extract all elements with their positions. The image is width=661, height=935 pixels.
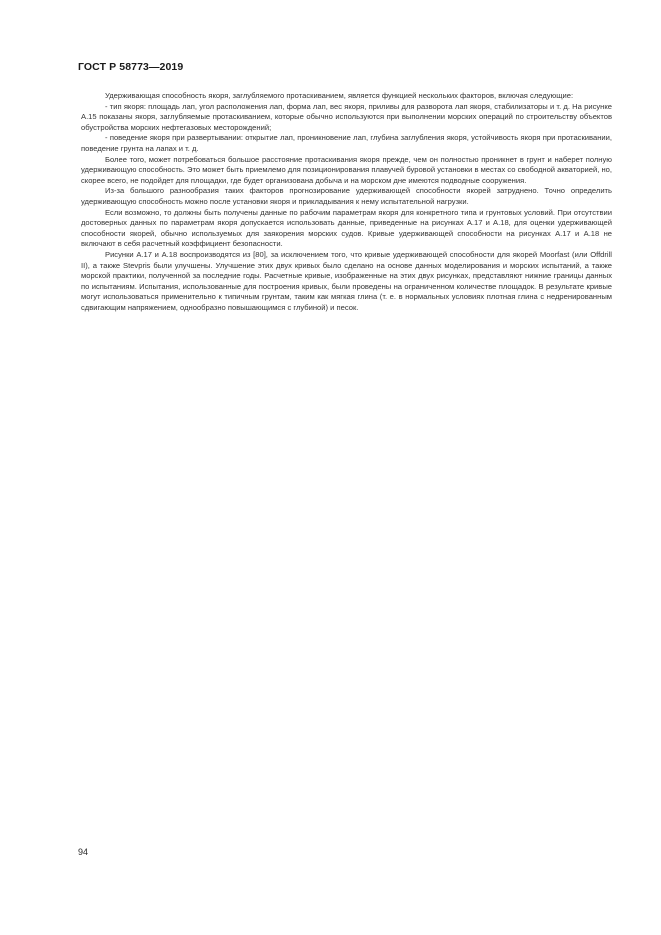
paragraph-anchor-type: - тип якоря: площадь лап, угол расположения лап, форма лап, вес якоря, приливы для разворота лап якоря, стабилизаторы и т. д. На рисунке А.15 показаны якоря, заглубляемые протаскиванием, которые обычно используются при выполнении морских операций по строительству объектов обустройства морских нефтегазовых месторождений; [81,101,612,132]
paragraph-intro: Удерживающая способность якоря, заглубляемого протаскиванием, является функцией нескольких факторов, включая следующие: [105,91,574,100]
page-number: 94 [78,847,89,857]
paragraph-prediction: Из-за большого разнообразия таких факторов прогнозирование удерживающей способности якорей затруднено. Точно определить удерживающую способность можно после установки якоря и прикладывания к нему испытательной нагрузки. [81,186,612,206]
paragraph-figures: Рисунки А.17 и А.18 воспроизводятся из [80], за исключением того, что кривые удерживающей способности для якорей Moorfast (или Offdrill II), а также Stevpris были улучшены. Улучшение этих двух кривых было сделано на основе данных моделирования и морских испытаний, а также морской практики, полученной за последние годы. Расчетные кривые, изображенные на этих двух рисунках, представляют нижние границы данных по испытаниям. Испытания, использованные для построения кривых, были проведены на ограниченном количестве площадок. В результате кривые могут использоваться применительно к типичным грунтам, таким как мягкая глина (т. е. в нормальных условиях плотная глина с недренированным сдвигающим напряжением, однообразно повышающимся с глубиной) и песок. [81,249,612,312]
document-header: ГОСТ Р 58773—2019 [78,61,184,73]
paragraph-performance-data: Если возможно, то должны быть получены данные по рабочим параметрам якоря для конкретного типа и грунтовых условий. При отсутствии достоверных данных по параметрам якоря допускается использовать данные, приведенные на рисунках А.17 и А.18, для оценки удерживающей способности якорей, обычно используемых для заякорения морских судов. Кривые удерживающей способности на рисунках А.17 и А.18 не включают в себя расчетный коэффициент безопасности. [81,207,612,249]
paragraph-anchor-behavior: - поведение якоря при развертывании: открытие лап, проникновение лап, глубина заглубления якоря, устойчивость якоря при протаскивании, поведение грунта на лапах и т. д. [81,133,612,153]
body-text [81,91,612,313]
paragraph-drag-distance: Более того, может потребоваться большое расстояние протаскивания якоря прежде, чем он полностью проникнет в грунт и наберет полную удерживающую способность. Это может быть приемлемо для позиционирования плавучей буровой установки в местах со свободной акваторией, но, скорее всего, не подойдет для площадки, где будет организована добыча и на морском дне имеются подводные сооружения. [81,154,612,185]
